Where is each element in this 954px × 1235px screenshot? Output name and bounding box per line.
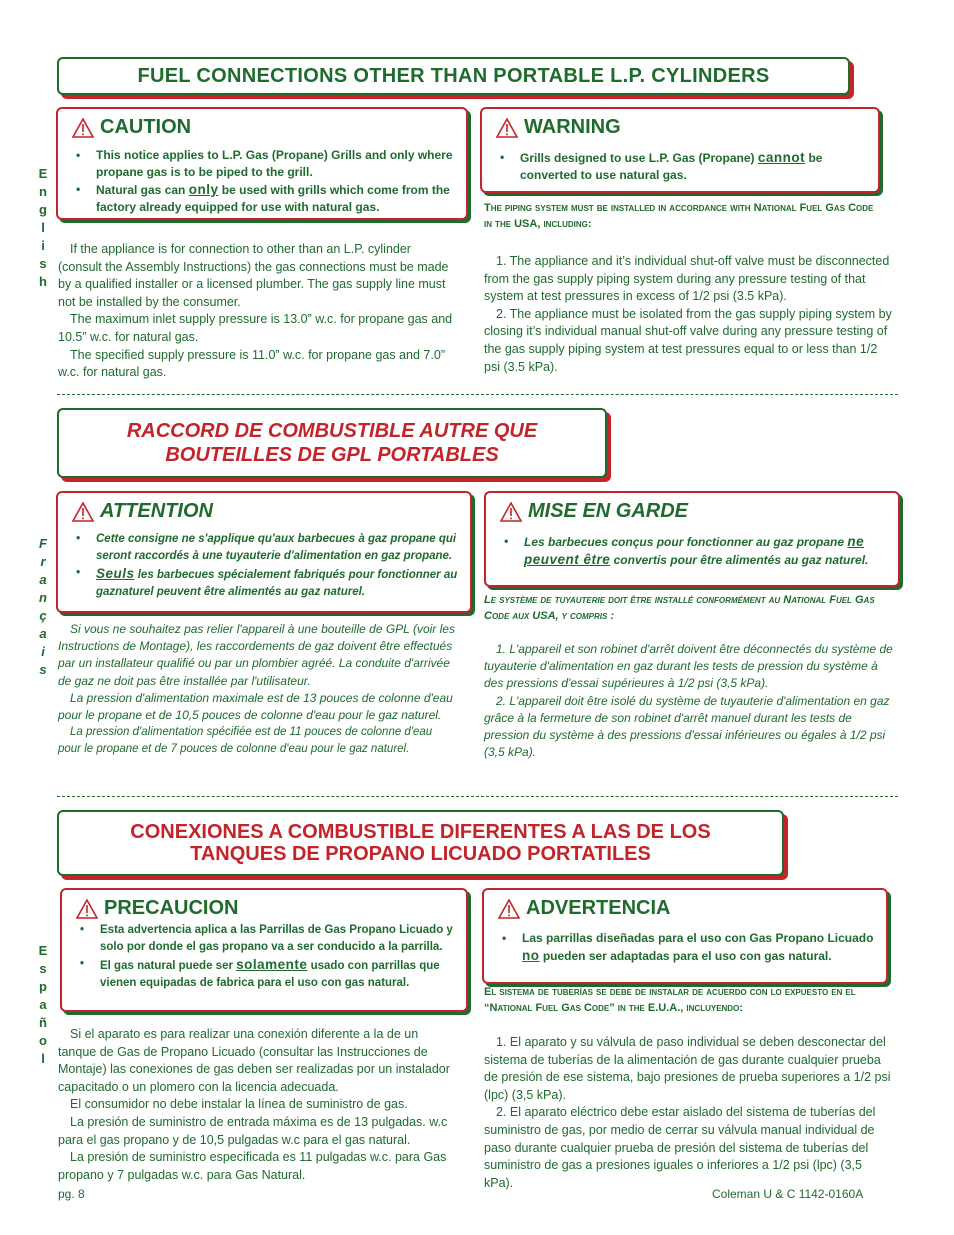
mise-en-garde-list [502, 533, 888, 569]
precaucion-bullet-2: • El gas natural puede ser solamente usado con parrillas que vienen equipadas de fabrica para el uso con gas natural. [78, 956, 456, 992]
mise-en-garde-box [484, 491, 900, 587]
page-number: pg. 8 [58, 1187, 85, 1201]
english-code-heading: The piping system must be installed in accordance with National Fuel Gas Code in the USA, including: [484, 202, 874, 230]
document-id: Coleman U & C 1142-0160A [712, 1187, 864, 1201]
warning-list [498, 149, 868, 184]
advertencia-box [482, 888, 888, 984]
attention-bullet-2: • Seuls les barbecues spécialement fabriqués pour fonctionner au gaznaturel peuvent être alimentés au gaz naturel. [74, 565, 460, 601]
warning-triangle-icon [76, 899, 98, 919]
spanish-title-line-1: CONEXIONES A COMBUSTIBLE DIFERENTES A LAS DE LOS [130, 821, 711, 843]
caution-heading: CAUTION [72, 116, 191, 139]
warning-heading: WARNING [496, 116, 621, 139]
caution-bullet-1: • This notice applies to L.P. Gas (Propane) Grills and only where propane gas is to be piped to the grill. [74, 147, 456, 181]
caution-box [56, 107, 468, 220]
spanish-section-title [57, 810, 784, 876]
mise-en-garde-heading: MISE EN GARDE [500, 500, 688, 523]
caution-bullet-2: • Natural gas can only be used with grills which come from the factory already equipped for use with natural gas. [74, 181, 456, 216]
advertencia-heading: ADVERTENCIA [498, 897, 670, 920]
spanish-side-label: E s p a ñ o l [38, 943, 48, 1066]
warning-triangle-icon [72, 502, 94, 522]
attention-heading: ATTENTION [72, 500, 213, 523]
warning-triangle-icon [500, 502, 522, 522]
caution-list [74, 147, 456, 216]
advertencia-list [500, 930, 876, 965]
english-side-label: E n g l i s h [38, 166, 48, 289]
mise-en-garde-bullet-1: • Les barbecues conçus pour fonctionner au gaz propane ne peuvent être convertis pour être alimentés au gaz naturel. [502, 533, 888, 569]
english-right-text: 1. The appliance and it’s individual shut-off valve must be disconnected from the gas supply piping system during any pressure testing of that system at test pressures in excess of 1/2 psi (3.5 kPa). 2. The appliance must be isolated from the gas supply piping system by closing it’s individual manual shut-off valve during any pressure testing of the gas supply piping system at test pressures equal to or less than 1/2 psi (3.5 kPa). [484, 254, 892, 374]
french-left-text: Si vous ne souhaitez pas relier l'appareil à une bouteille de GPL (voir les Instructions de Montage), les raccordements de gaz doivent être effectués par un installateur qualifié ou par un plombier agréé. La conduite d'arrivée de gaz ne doit pas être installée par l'utilisateur. La pression d'alimentation maximale est de 13 pouces de colonne d'eau pour le propane et de 10,5 pouces de colonne d'eau pour le gaz naturel. La pression d'alimentation spécifiée est de 11 pouces de colonne d'eau pour le propane et de 7 pouces de colonne d'eau pour le gaz naturel. [58, 622, 455, 756]
french-title-line-2: BOUTEILLES DE GPL PORTABLES [165, 444, 499, 466]
attention-bullet-1: • Cette consigne ne s'applique qu'aux barbecues à gaz propane qui seront raccordés à une tuyauterie d'alimentation en gaz propane. [74, 531, 460, 565]
french-code-heading: Le système de tuyauterie doit être installé conformément au National Fuel Gas Code aux USA, y compris : [484, 594, 875, 622]
french-section-title [57, 408, 607, 478]
warning-triangle-icon [72, 118, 94, 138]
warning-box [480, 107, 880, 193]
french-right-text: 1. L'appareil et son robinet d'arrêt doivent être déconnectés du système de tuyauterie d'alimentation en gaz durant les tests de pression du système à des pressions d'essai supérieures à 1/2 psi (3,5 kPa). 2. L'appareil doit être isolé du système de tuyauterie d'alimentation en gaz grâce à la fermeture de son robinet d'arrêt manuel durant les tests de pression du système à des pressions d'essai inférieures ou égales à 1/2 psi (3,5 kPa). [484, 642, 893, 760]
warning-triangle-icon [496, 118, 518, 138]
section-divider [57, 796, 898, 797]
spanish-left-text: Si el aparato es para realizar una conexión diferente a la de un tanque de Gas de Propano Licuado (consultar las Instrucciones de Montaje) las conexiones de gas deben ser realizadas por un instalador capacitado o un plomero con la licencia adecuada. El consumidor no debe instalar la línea de suministro de gas. La presión de suministro de entrada máxima es de 13 pulgadas. w.c para el gas propano y de 10,5 pulgadas w.c para el gas natural. La presión de suministro especificada es 11 pulgadas w.c. para Gas propano y 7 pulgadas w.c. para Gas Natural. [58, 1027, 450, 1182]
warning-triangle-icon [498, 899, 520, 919]
precaucion-box [60, 888, 468, 1012]
french-title-line-1: RACCORD DE COMBUSTIBLE AUTRE QUE [126, 420, 538, 442]
precaucion-heading: PRECAUCION [76, 897, 238, 920]
spanish-title-line-2: TANQUES DE PROPANO LICUADO PORTATILES [190, 843, 651, 865]
advertencia-bullet-1: • Las parrillas diseñadas para el uso con Gas Propano Licuado no pueden ser adaptadas para el uso con gas natural. [500, 930, 876, 965]
warning-bullet-1: • Grills designed to use L.P. Gas (Propane) cannot be converted to use natural gas. [498, 149, 868, 184]
attention-box [56, 491, 472, 613]
attention-list [74, 531, 460, 601]
spanish-right-text: 1. El aparato y su válvula de paso individual se deben desconectar del sistema de tuberías de la alimentación de gas durante cualquier prueba de presión de ese sistema, bajo presiones de prueba superiores a 1/2 psi (lpc) (3,5 kPa). 2. El aparato eléctrico debe estar aislado del sistema de tuberías del suministro de gas, por medio de cerrar su válvula manual individual de paso durante cualquier prueba de presión del sistema de tuberías del suministro de gas a presiones iguales o inferiores a 1/2 psi (lpc) (3,5 kPa). [484, 1035, 891, 1190]
english-section-title [57, 57, 850, 95]
precaucion-bullet-1: • Esta advertencia aplica a las Parrillas de Gas Propano Licuado y solo por donde el gas propano va a ser conducido a la parrilla. [78, 922, 456, 956]
spanish-code-heading: El sistema de tuberías se debe de instalar de acuerdo con lo expuesto en el “National Fuel Gas Code” in the E.U.A., incluyendo: [484, 986, 856, 1014]
english-title-text: FUEL CONNECTIONS OTHER THAN PORTABLE L.P. CYLINDERS [137, 64, 770, 87]
english-left-text: If the appliance is for connection to other than an L.P. cylinder (consult the Assembly Instructions) the gas connections must be made by a qualified installer or a licensed plumber. The gas supply line must not be installed by the consumer. The maximum inlet supply pressure is 13.0” w.c. for propane gas and 10.5” w.c. for natural gas. The specified supply pressure is 11.0” w.c. for propane gas and 7.0” w.c. for natural gas. [58, 242, 453, 380]
precaucion-list [78, 922, 456, 992]
section-divider [57, 394, 898, 395]
french-side-label: F r a n ç a i s [39, 536, 47, 677]
